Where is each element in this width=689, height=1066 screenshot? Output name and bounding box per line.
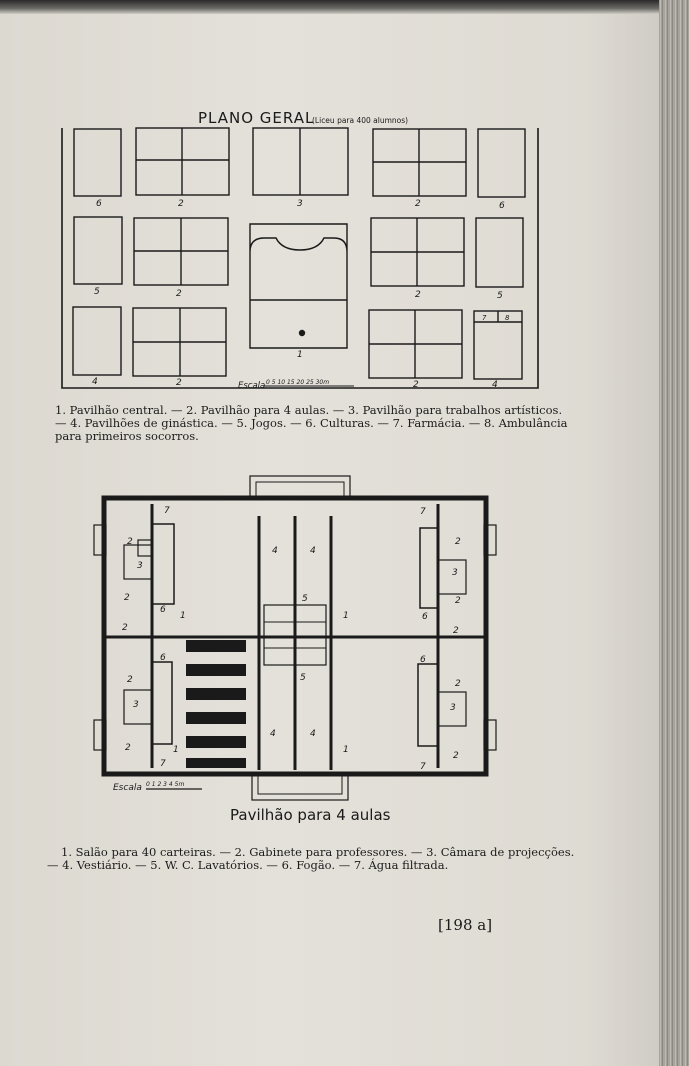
room-label: 7: [160, 759, 166, 769]
label: 2: [176, 378, 182, 388]
entrance-top: [250, 476, 350, 498]
pavilhao-legend: [47, 845, 575, 872]
legend-line: para primeiros socorros.: [55, 429, 199, 443]
label: 4: [92, 377, 98, 387]
room-label: 1: [180, 611, 186, 621]
room-label: 7: [164, 506, 170, 516]
room-label: 3: [452, 568, 458, 578]
pavilhao-title: Pavilhão para 4 aulas: [230, 806, 391, 824]
plano-geral-subtitle: (Liceu para 400 alumnos): [312, 116, 409, 125]
scale-label: Escala: [113, 783, 142, 793]
room-label: 4: [310, 729, 316, 739]
room-label: 6: [420, 655, 426, 665]
room-label: 2: [455, 537, 461, 547]
label: 1: [297, 350, 303, 360]
room-label: 7: [420, 762, 426, 772]
room-label: 4: [272, 546, 278, 556]
room-label: 2: [127, 675, 133, 685]
entrance-bottom: [252, 774, 348, 800]
label: 4: [492, 380, 498, 390]
legend-line: — 4. Pavilhões de ginástica. — 5. Jogos. — 6. Culturas. — 7. Farmácia. — 8. Ambulância: [55, 416, 568, 430]
room-label: 6: [160, 653, 166, 663]
label: 8: [505, 314, 510, 322]
plano-geral-legend: [55, 403, 568, 443]
label: 5: [94, 287, 100, 297]
room-label: 4: [310, 546, 316, 556]
room-label: 1: [173, 745, 179, 755]
plano-geral-title: PLANO GERAL: [198, 109, 315, 127]
room-label: 5: [302, 594, 308, 604]
room-label: 3: [133, 700, 139, 710]
room-label: 5: [300, 673, 306, 683]
desk-grid: [186, 640, 246, 768]
room-label: 7: [420, 507, 426, 517]
pavilhao-floor-plan: [0, 460, 689, 820]
room-label: 2: [455, 679, 461, 689]
legend-line: 1. Pavilhão central. — 2. Pavilhão para 4 aulas. — 3. Pavilhão para trabalhos artísticos.: [55, 403, 563, 417]
room-label: 2: [122, 623, 128, 633]
room-label: 3: [450, 703, 456, 713]
legend-line: 1. Salão para 40 carteiras. — 2. Gabinete para professores. — 3. Câmara de projecções.: [61, 845, 575, 859]
label: 7: [482, 314, 487, 322]
block-culturas-left: [74, 129, 121, 196]
plano-geral-figure: [0, 0, 689, 400]
scale-label: Escala: [238, 381, 266, 391]
block-pavilhao-central: [250, 224, 347, 348]
room-label: 1: [343, 611, 349, 621]
block-jogos-left: [74, 217, 122, 284]
block-culturas-right: [478, 129, 525, 197]
room-label: 2: [455, 596, 461, 606]
label: 2: [415, 290, 421, 300]
room-label: 2: [453, 751, 459, 761]
room-label: 2: [125, 743, 131, 753]
label: 6: [499, 201, 505, 211]
legend-line: — 4. Vestiário. — 5. W. C. Lavatórios. — 6. Fogão. — 7. Água filtrada.: [47, 858, 449, 872]
room-label: 1: [343, 745, 349, 755]
room-label: 2: [453, 626, 459, 636]
label: 2: [415, 199, 421, 209]
block-jogos-right: [476, 218, 523, 287]
room-label: 3: [137, 561, 143, 571]
label: 3: [297, 199, 303, 209]
block-ginastica-left: [73, 307, 121, 375]
label: 2: [178, 199, 184, 209]
label: 2: [176, 289, 182, 299]
label: 6: [96, 199, 102, 209]
label: 2: [413, 380, 419, 390]
room-label: 6: [160, 605, 166, 615]
label: 5: [497, 291, 503, 301]
page-number: [198 a]: [438, 916, 493, 934]
scale-numbers: 0 5 10 15 20 25 30m: [266, 379, 330, 386]
scale-numbers: 0 1 2 3 4 5m: [146, 781, 185, 788]
room-label: 2: [127, 537, 133, 547]
room-label: 6: [422, 612, 428, 622]
room-label: 4: [270, 729, 276, 739]
room-label: 2: [124, 593, 130, 603]
